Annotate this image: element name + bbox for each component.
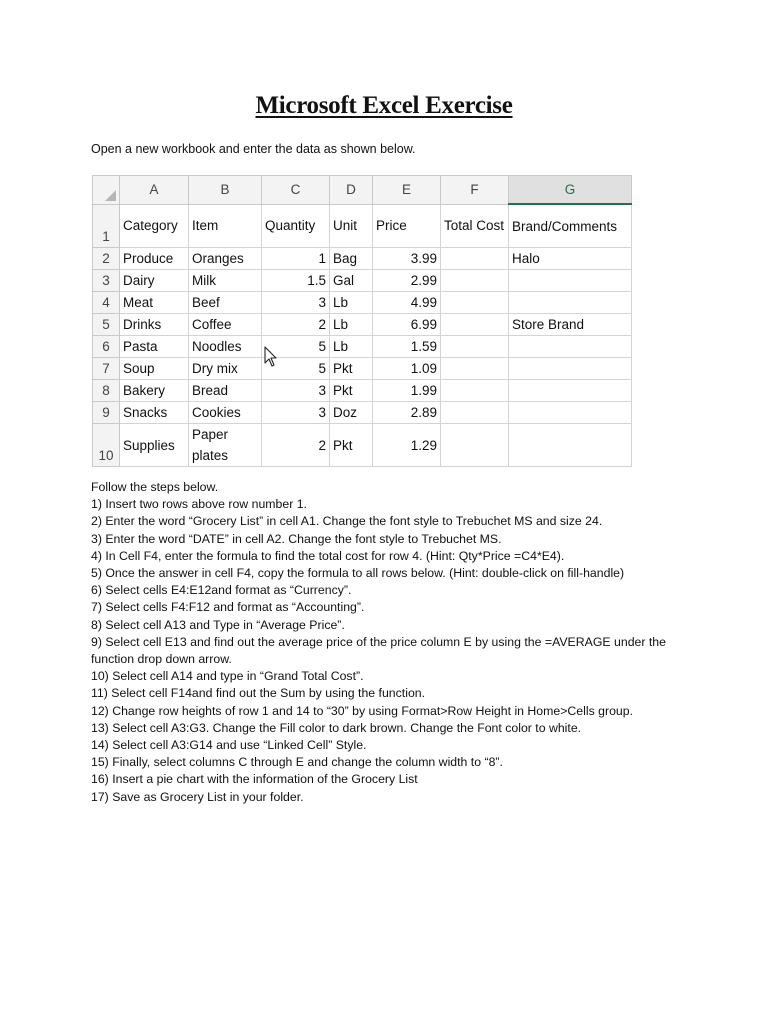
cell-total-cost [441,336,509,358]
step-item: 9) Select cell E13 and find out the average price of the price column E by using the =AVERAGE under the function drop down arrow. [91,634,666,667]
cell-brand [509,402,632,424]
page-title: Microsoft Excel Exercise [255,92,513,119]
table-row [93,270,632,292]
table-row [93,336,632,358]
cell-price: 2.99 [373,270,441,292]
intro-text: Open a new workbook and enter the data as shown below. [91,142,416,156]
table-row [93,402,632,424]
cell-unit: Lb [330,336,373,358]
cell-brand [509,336,632,358]
cell-unit: Pkt [330,380,373,402]
cell-quantity: 1 [262,248,330,270]
cell-price: 1.09 [373,358,441,380]
cell-category: Snacks [120,402,189,424]
select-all-corner [93,176,120,205]
cell-item: Bread [189,380,262,402]
table-row [93,248,632,270]
step-item: 4) In Cell F4, enter the formula to find the total cost for row 4. (Hint: Qty*Price =C4*E4). [91,548,565,563]
mouse-pointer-icon [264,346,278,368]
step-item: 14) Select cell A3:G14 and use “Linked Cell” Style. [91,738,367,753]
cell-price: 1.29 [373,424,441,467]
step-item: 15) Finally, select columns C through E and change the column width to “8”. [91,755,503,770]
cell-brand [509,380,632,402]
row-number: 8 [93,380,120,402]
step-item: 11) Select cell F14and find out the Sum by using the function. [91,686,426,701]
cell-brand: Halo [509,248,632,270]
cell-price: 6.99 [373,314,441,336]
row-number: 4 [93,292,120,314]
table-row [93,424,632,467]
cell-brand: Store Brand [509,314,632,336]
row-number: 1 [93,204,120,248]
cell-quantity: 2 [262,314,330,336]
instructions-list [91,479,671,806]
cell-quantity: 5 [262,358,330,380]
cell-brand [509,424,632,467]
cell-header-unit: Unit [330,204,373,248]
cell-category: Produce [120,248,189,270]
cell-unit: Lb [330,314,373,336]
cell-quantity: 2 [262,424,330,467]
step-item: 6) Select cells E4:E12and format as “Currency”. [91,583,352,598]
cell-category: Soup [120,358,189,380]
header-row [93,204,632,248]
row-number: 6 [93,336,120,358]
cell-category: Bakery [120,380,189,402]
step-item: 17) Save as Grocery List in your folder. [91,789,304,804]
table-row [93,358,632,380]
cell-header-quantity: Quantity [262,204,330,248]
column-header-e: E [373,176,441,205]
cell-total-cost [441,424,509,467]
cell-total-cost [441,314,509,336]
spreadsheet-grid [92,175,632,467]
cell-header-category: Category [120,204,189,248]
cell-item: Beef [189,292,262,314]
cell-item: Milk [189,270,262,292]
cell-quantity: 3 [262,402,330,424]
step-item: 3) Enter the word “DATE” in cell A2. Change the font style to Trebuchet MS. [91,531,502,546]
table-row [93,314,632,336]
cell-price: 2.89 [373,402,441,424]
cell-total-cost [441,380,509,402]
table-row [93,380,632,402]
step-item: 12) Change row heights of row 1 and 14 to “30” by using Format>Row Height in Home>Cells group. [91,703,634,718]
cell-unit: Bag [330,248,373,270]
cell-category: Drinks [120,314,189,336]
cell-unit: Pkt [330,358,373,380]
cell-brand [509,292,632,314]
column-header-c: C [262,176,330,205]
cell-brand [509,270,632,292]
cell-header-brand-comments: Brand/Comments [509,204,632,248]
column-header-d: D [330,176,373,205]
row-number: 2 [93,248,120,270]
column-header-b: B [189,176,262,205]
cell-header-total-cost: Total Cost [441,204,509,248]
cell-item: Noodles [189,336,262,358]
cell-unit: Pkt [330,424,373,467]
step-item: 1) Insert two rows above row number 1. [91,497,307,512]
cell-category: Pasta [120,336,189,358]
step-item: 2) Enter the word “Grocery List” in cell A1. Change the font style to Trebuchet MS and size 24. [91,514,603,529]
column-header-g: G [509,176,632,205]
row-number: 5 [93,314,120,336]
cell-total-cost [441,270,509,292]
cell-category: Supplies [120,424,189,467]
cell-item: Dry mix [189,358,262,380]
cell-price: 1.59 [373,336,441,358]
cell-price: 4.99 [373,292,441,314]
step-item: 5) Once the answer in cell F4, copy the formula to all rows below. (Hint: double-click on fill-handle) [91,566,625,581]
cell-category: Dairy [120,270,189,292]
cell-header-item: Item [189,204,262,248]
spreadsheet-screenshot [92,175,632,467]
instructions-heading: Follow the steps below. [91,480,219,494]
cell-quantity: 3 [262,292,330,314]
cell-unit: Lb [330,292,373,314]
cell-unit: Gal [330,270,373,292]
table-row [93,292,632,314]
cell-price: 1.99 [373,380,441,402]
cell-item: Paper plates [189,424,262,467]
column-header-a: A [120,176,189,205]
cell-price: 3.99 [373,248,441,270]
cell-brand [509,358,632,380]
row-number: 3 [93,270,120,292]
cell-quantity: 3 [262,380,330,402]
cell-category: Meat [120,292,189,314]
cell-total-cost [441,292,509,314]
row-number: 10 [93,424,120,467]
cell-total-cost [441,358,509,380]
cell-total-cost [441,402,509,424]
column-header-row [93,176,632,205]
cell-header-price: Price [373,204,441,248]
step-item: 7) Select cells F4:F12 and format as “Accounting”. [91,600,365,615]
row-number: 7 [93,358,120,380]
step-item: 13) Select cell A3:G3. Change the Fill color to dark brown. Change the Font color to white. [91,720,582,735]
cell-item: Cookies [189,402,262,424]
step-item: 16) Insert a pie chart with the information of the Grocery List [91,772,418,787]
cell-quantity: 1.5 [262,270,330,292]
column-header-f: F [441,176,509,205]
step-item: 10) Select cell A14 and type in “Grand Total Cost”. [91,669,364,684]
cell-total-cost [441,248,509,270]
cell-unit: Doz [330,402,373,424]
cell-item: Coffee [189,314,262,336]
cell-item: Oranges [189,248,262,270]
cell-quantity: 5 [262,336,330,358]
step-item: 8) Select cell A13 and Type in “Average Price”. [91,617,345,632]
row-number: 9 [93,402,120,424]
